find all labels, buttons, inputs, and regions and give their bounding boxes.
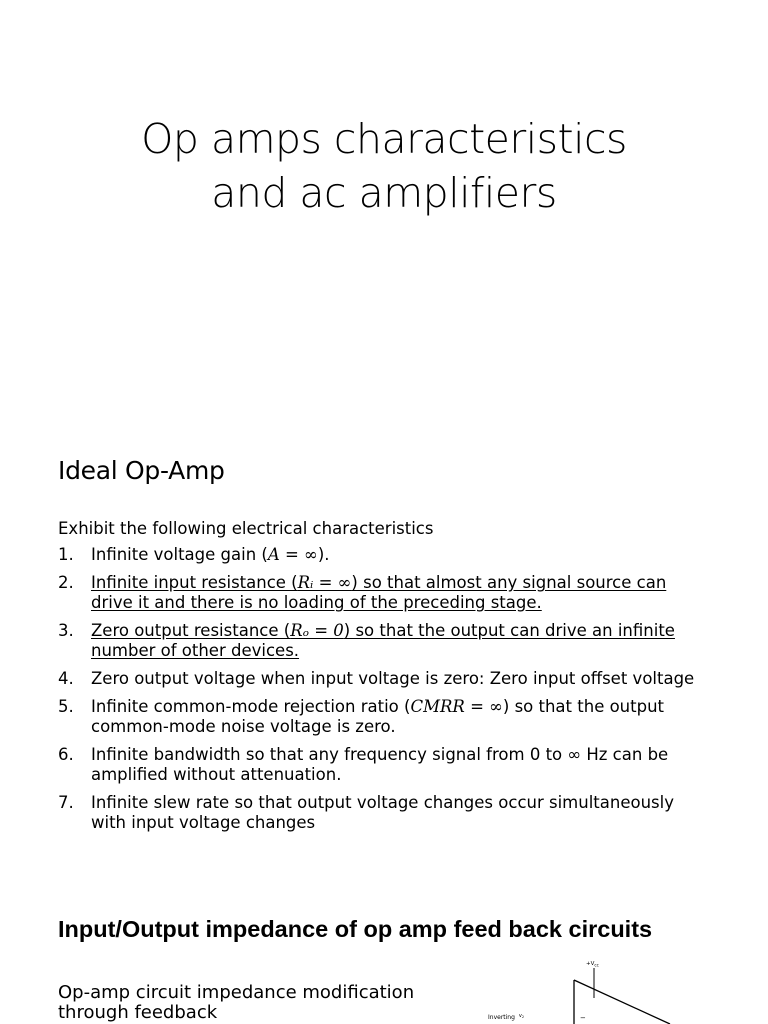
list-item-text-post: ) so that the output can drive an infinite number of other devices. <box>91 621 675 660</box>
list-item <box>58 573 708 613</box>
list-item <box>58 621 708 661</box>
op-amp-circuit-diagram <box>470 956 750 1024</box>
inverting-minus-sign: − <box>580 1014 586 1022</box>
list-item-text-post: ) so that almost any signal source can drive it and there is no loading of the preceding stage. <box>91 573 667 612</box>
slide-heading: Input/Output impedance of op amp feed back circuits <box>58 916 653 942</box>
slide-title <box>0 112 768 220</box>
list-item-text-pre: Infinite common-mode rejection ratio ( <box>91 697 411 716</box>
list-item-text-pre: Infinite input resistance ( <box>91 573 298 592</box>
list-item <box>58 793 708 833</box>
impedance-slide <box>0 890 768 1024</box>
inverting-label: Inverting $^v$2 <box>488 1013 525 1021</box>
list-item-number: 2. <box>58 573 74 592</box>
body-text: Op-amp circuit impedance modification through feedback <box>58 982 415 1023</box>
list-item-text-pre: Zero output resistance ( <box>91 621 291 640</box>
list-item <box>58 669 708 689</box>
list-item-number: 3. <box>58 621 74 640</box>
math-expression: Rₒ = 0 <box>290 621 344 640</box>
list-item-text <box>91 745 668 784</box>
title-slide <box>0 0 768 420</box>
slide-heading: Ideal Op-Amp <box>58 456 225 485</box>
title-line-2: and ac amplifiers <box>211 169 557 217</box>
intro-text: Exhibit the following electrical characteristics <box>58 519 434 538</box>
list-item-text <box>91 697 664 736</box>
op-amp-top-edge <box>574 980 670 1024</box>
list-item-number: 4. <box>58 669 74 688</box>
list-item-number: 7. <box>58 793 74 812</box>
math-expression: CMRR = ∞ <box>410 697 503 716</box>
list-item-text <box>91 621 675 660</box>
list-item-text-pre: Infinite voltage gain ( <box>91 545 268 564</box>
list-item-text-pre: Infinite bandwidth so that any frequency signal from 0 to ∞ Hz can be amplified without attenuation. <box>91 745 669 784</box>
characteristics-list <box>58 545 708 841</box>
list-item-text <box>91 669 694 688</box>
title-line-1: Op amps characteristics <box>141 115 627 163</box>
ideal-op-amp-slide <box>0 420 768 890</box>
list-item-text-pre: Infinite slew rate so that output voltage changes occur simultaneously with input voltage changes <box>91 793 674 832</box>
math-expression: Rᵢ = ∞ <box>297 573 352 592</box>
list-item-text <box>91 573 666 612</box>
vcc-label: $+V_{cc}$ <box>586 961 599 968</box>
math-expression: A = ∞ <box>267 545 318 564</box>
list-item <box>58 697 708 737</box>
list-item <box>58 545 708 565</box>
list-item-text <box>91 545 330 564</box>
list-item-number: 5. <box>58 697 74 716</box>
list-item <box>58 745 708 785</box>
list-item-text-post: ) so that the output common-mode noise voltage is zero. <box>91 697 665 736</box>
list-item-number: 1. <box>58 545 74 564</box>
list-item-number: 6. <box>58 745 74 764</box>
list-item-text <box>91 793 674 832</box>
list-item-text-pre: Zero output voltage when input voltage is zero: Zero input offset voltage <box>91 669 695 688</box>
list-item-text-post: ). <box>317 545 330 564</box>
